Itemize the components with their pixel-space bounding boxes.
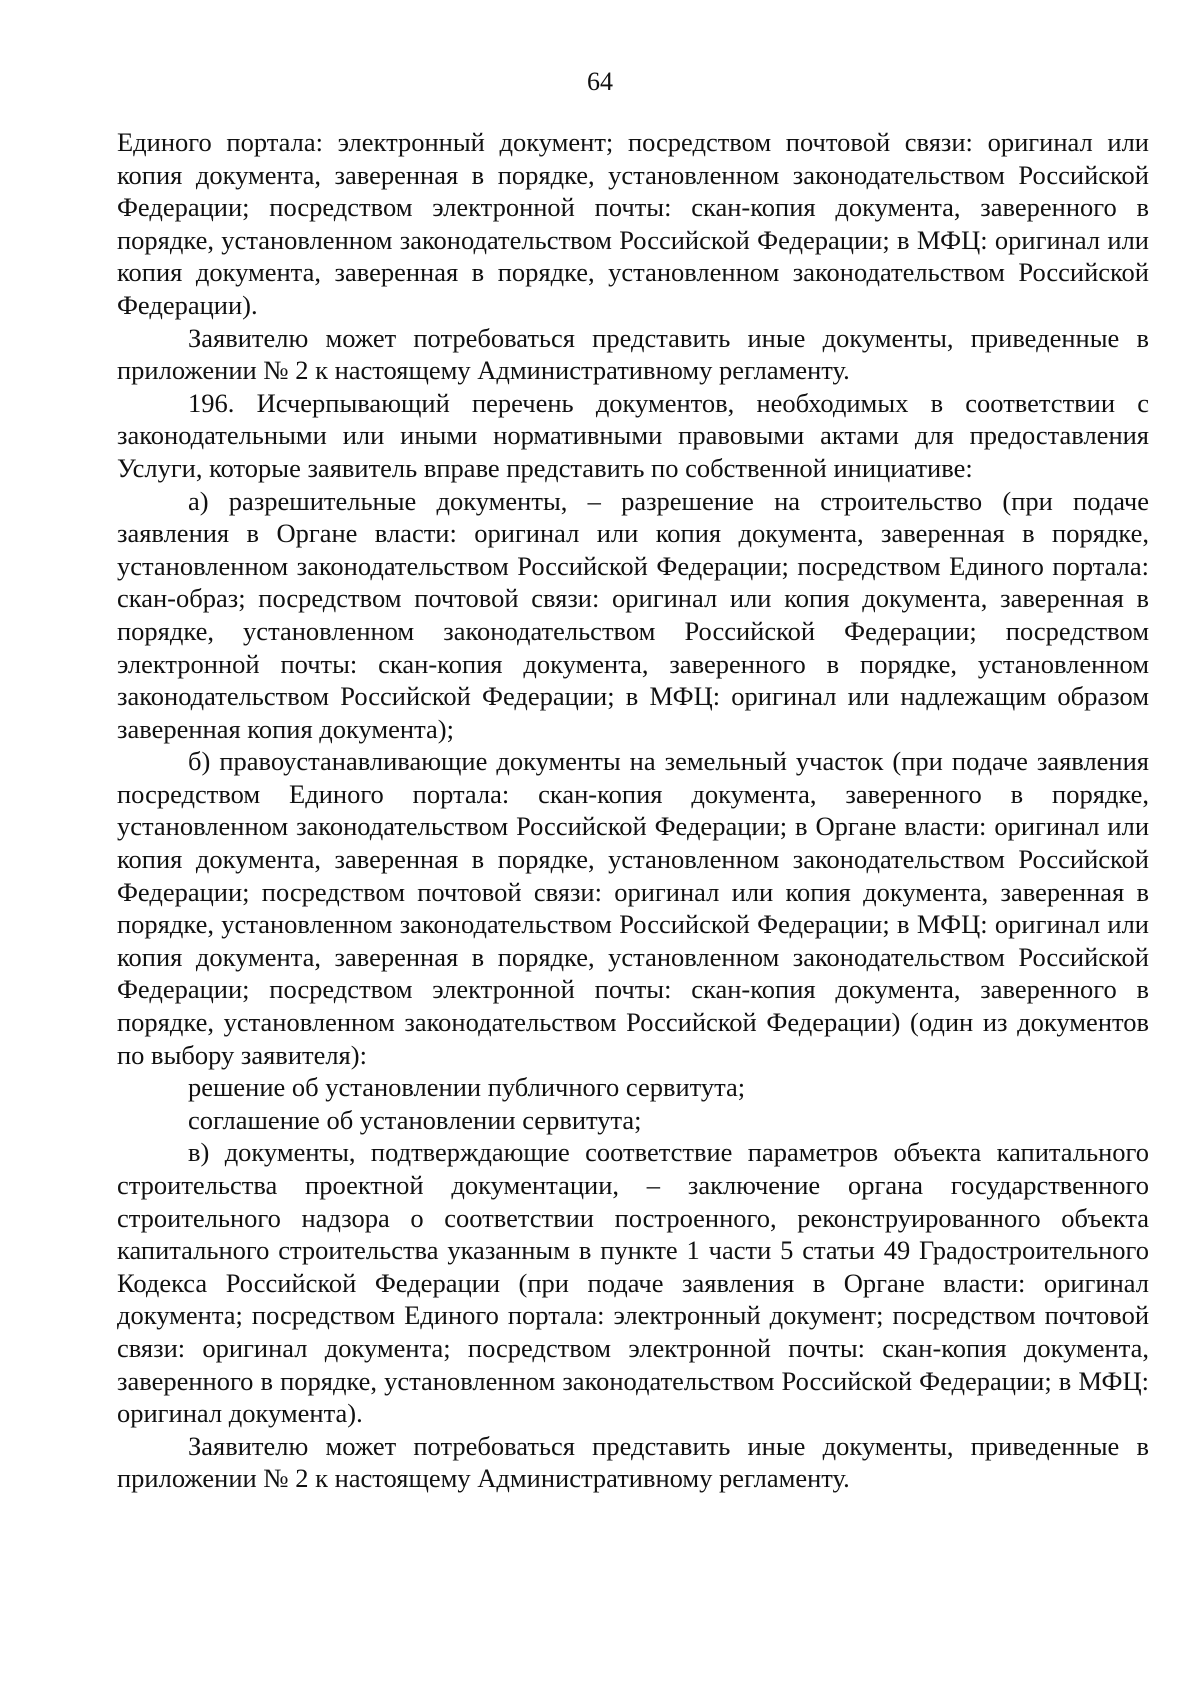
paragraph-public-servitude: решение об установлении публичного сервитута; xyxy=(188,1072,746,1103)
paragraph-servitude-agreement: соглашение об установлении сервитута; xyxy=(188,1104,642,1135)
document-body xyxy=(117,126,1149,1495)
paragraph-continuation: Единого портала: электронный документ; посредством почтовой связи: оригинал или копия документа, заверенная в порядке, установленном законодательством Российской Федерации; посредством электронной почты: скан-копия документа, заверенного в порядке, установленном законодательством Российской Федерации; в МФЦ: оригинал или копия документа, заверенная в порядке, установленном законодательством Российской Федерации). xyxy=(117,127,1149,320)
paragraph-196: 196. Исчерпывающий перечень документов, необходимых в соответствии с законодательными или иными нормативными правовыми актами для предоставления Услуги, которые заявитель вправе представить по собственной инициативе: xyxy=(117,387,1149,483)
paragraph-note: Заявителю может потребоваться представить иные документы, приведенные в приложении № 2 к настоящему Административному регламенту. xyxy=(117,322,1149,386)
paragraph-item-a: а) разрешительные документы, – разрешение на строительство (при подаче заявления в Органе власти: оригинал или копия документа, заверенная в порядке, установленном законодательством Российской Федерации; посредством Единого портала: скан-образ; посредством почтовой связи: оригинал или копия документа, заверенная в порядке, установленном законодательством Российской Федерации; посредством электронной почты: скан-копия документа, заверенного в порядке, установленном законодательством Российской Федерации; в МФЦ: оригинал или надлежащим образом заверенная копия документа); xyxy=(117,485,1149,744)
paragraph-note-final: Заявителю может потребоваться представить иные документы, приведенные в приложении № 2 к настоящему Административному регламенту. xyxy=(117,1430,1149,1494)
paragraph-item-v: в) документы, подтверждающие соответствие параметров объекта капитального строительства проектной документации, – заключение органа государственного строительного надзора о соответствии построенного, реконструированного объекта капитального строительства указанным в пункте 1 части 5 статьи 49 Градостроительного Кодекса Российской Федерации (при подаче заявления в Органе власти: оригинал документа; посредством Единого портала: электронный документ; посредством почтовой связи: оригинал документа; посредством электронной почты: скан-копия документа, заверенного в порядке, установленном законодательством Российской Федерации; в МФЦ: оригинал документа). xyxy=(117,1137,1149,1429)
paragraph-item-b: б) правоустанавливающие документы на земельный участок (при подаче заявления посредством Единого портала: скан-копия документа, заверенного в порядке, установленном законодательством Российской Федерации; в Органе власти: оригинал или копия документа, заверенная в порядке, установленном законодательством Российской Федерации; посредством почтовой связи: оригинал или копия документа, заверенная в порядке, установленном законодательством Российской Федерации; в МФЦ: оригинал или копия документа, заверенная в порядке, установленном законодательством Российской Федерации; посредством электронной почты: скан-копия документа, заверенного в порядке, установленном законодательством Российской Федерации) (один из документов по выбору заявителя): xyxy=(117,746,1149,1070)
page-number: 64 xyxy=(587,67,613,96)
